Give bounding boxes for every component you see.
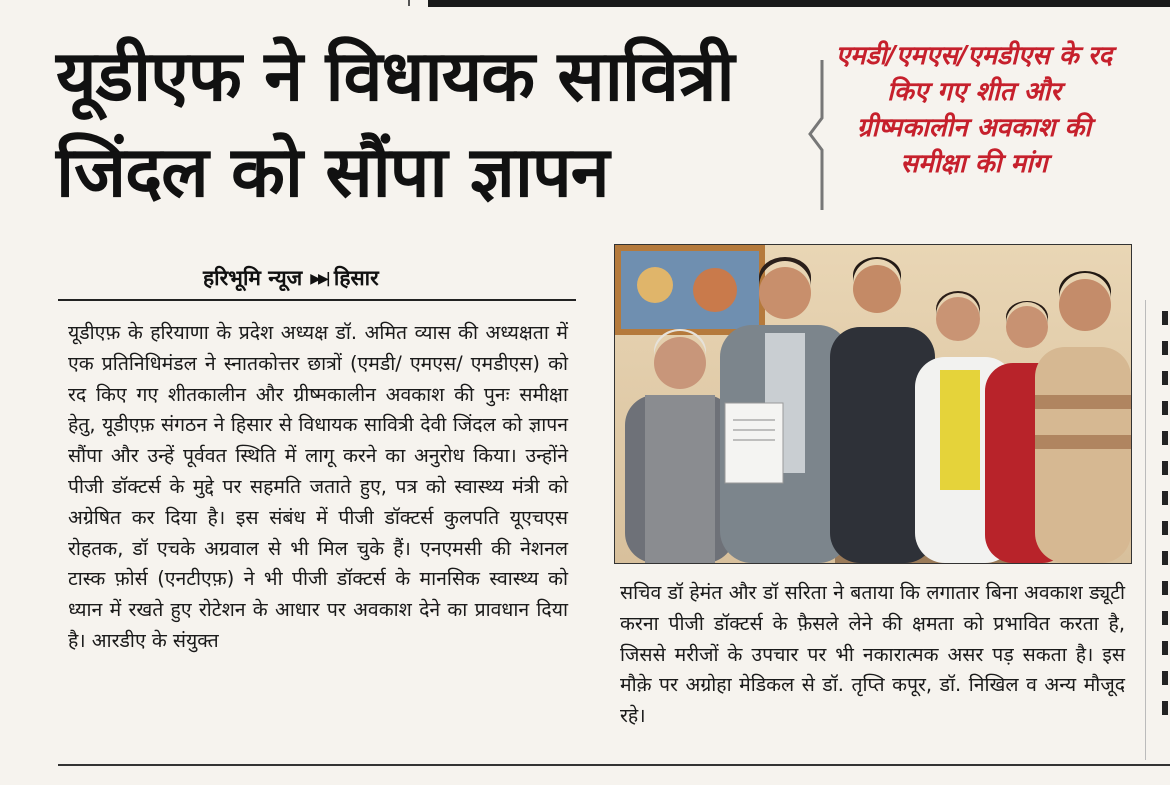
headline	[56, 28, 816, 220]
news-photo	[614, 244, 1132, 564]
adjacent-article-edge	[1160, 295, 1170, 765]
byline	[203, 264, 379, 292]
byline-bar	[58, 256, 576, 301]
column-separator	[1145, 300, 1146, 760]
byline-source: हरिभूमि न्यूज	[203, 266, 303, 290]
news-photo-illustration	[615, 245, 1131, 563]
bottom-rule	[58, 764, 1170, 766]
deck-subheadline: एमडी/एमएस/एमडीएस के रद किए गए शीत और ग्रीष्मकालीन अवकाश की समीक्षा की मांग	[835, 41, 1113, 179]
body-text-right-column: सचिव डॉ हेमंत और डॉ सरिता ने बताया कि लगातार बिना अवकाश ड्यूटी करना पीजी डॉक्टर्स के फ़ैसले लेने की क्षमता को प्रभावित करता है, जिससे मरीजों के उपचार पर भी नकारात्मक असर पड़ सकता है। इस मौक़े पर अग्रोहा मेडिकल से डॉ. तृप्ति कपूर, डॉ. निखिल व अन्य मौजूद रहे।	[620, 581, 1125, 728]
byline-place: हिसार	[333, 266, 379, 290]
headline-line-1: यूडीएफ ने विधायक सावित्री	[56, 35, 734, 117]
top-tick-mark	[408, 0, 410, 6]
byline-arrows-icon: ▶▶|	[310, 271, 328, 287]
top-rule	[428, 0, 1170, 7]
deck-divider	[808, 60, 832, 210]
headline-line-2: जिंदल को सौंपा ज्ञापन	[56, 131, 609, 213]
body-text-left-column: यूडीएफ़ के हरियाणा के प्रदेश अध्यक्ष डॉ. अमित व्यास की अध्यक्षता में एक प्रतिनिधिमंडल ने स्नातकोत्तर छात्रों (एमडी/ एमएस/ एमडीएस) को रद किए गए शीतकालीन और ग्रीष्मकालीन अवकाश की पुनः समीक्षा हेतु, यूडीएफ़ संगठन ने हिसार से विधायक सावित्री देवी जिंदल को ज्ञापन सौंपा और उन्हें पूर्ववत स्थिति में लागू करने का अनुरोध किया। उन्होंने पीजी डॉक्टर्स के मुद्दे पर सहमति जताते हुए, पत्र को स्वास्थ्य मंत्री को अग्रेषित कर दिया है। इस संबंध में पीजी डॉक्टर्स कुलपति यूएचएस रोहतक, डॉ एचके अग्रवाल से भी मिल चुके हैं। एनएमसी की नेशनल टास्क फ़ोर्स (एनटीएफ़) ने भी पीजी डॉक्टर्स के मानसिक स्वास्थ्य को ध्यान में रखते हुए रोटेशन के आधार पर अवकाश देने का प्रावधान दिया है। आरडीए के संयुक्त	[68, 321, 568, 652]
